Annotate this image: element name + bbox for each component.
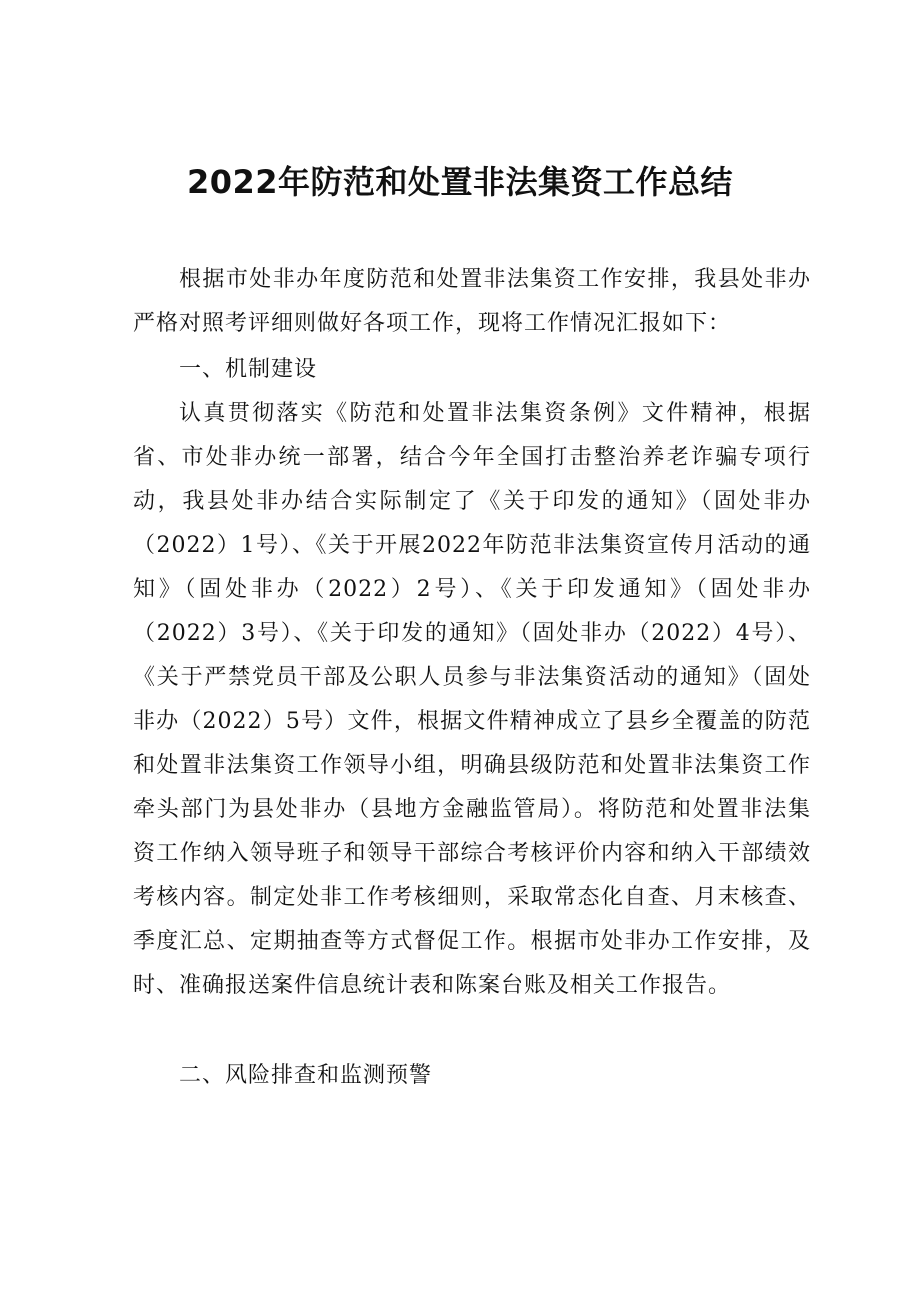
section-heading-mechanism: 一、机制建设: [179, 357, 318, 382]
intro-paragraph: 根据市处非办年度防范和处置非法集资工作安排，我县处非办严格对照考评细则做好各项工作，现将工作情况汇报如下：: [133, 267, 811, 336]
section-body-mechanism: 认真贯彻落实《防范和处置非法集资条例》文件精神，根据省、市处非办统一部署，结合今年全国打击整治养老诈骗专项行动，我县处非办结合实际制定了《关于印发的通知》（固处非办（2022）1号）、《关于开展2022年防范非法集资宣传月活动的通知》（固处非办（2022）2号）、《关于印发通知》（固处非办（2022）3号）、《关于印发的通知》（固处非办（2022）4号）、《关于严禁党员干部及公职人员参与非法集资活动的通知》（固处非办（2022）5号）文件，根据文件精神成立了县乡全覆盖的防范和处置非法集资工作领导小组，明确县级防范和处置非法集资工作牵头部门为县处非办（县地方金融监管局）。将防范和处置非法集资工作纳入领导班子和领导干部综合考核评价内容和纳入干部绩效考核内容。制定处非工作考核细则，采取常态化自查、月末核查、季度汇总、定期抽查等方式督促工作。根据市处非办工作安排，及时、准确报送案件信息统计表和陈案台账及相关工作报告。: [133, 401, 811, 998]
document-title: 2022年防范和处置非法集资工作总结: [186, 163, 734, 201]
section-heading-risk-monitoring: 二、风险排查和监测预警: [179, 1063, 433, 1088]
